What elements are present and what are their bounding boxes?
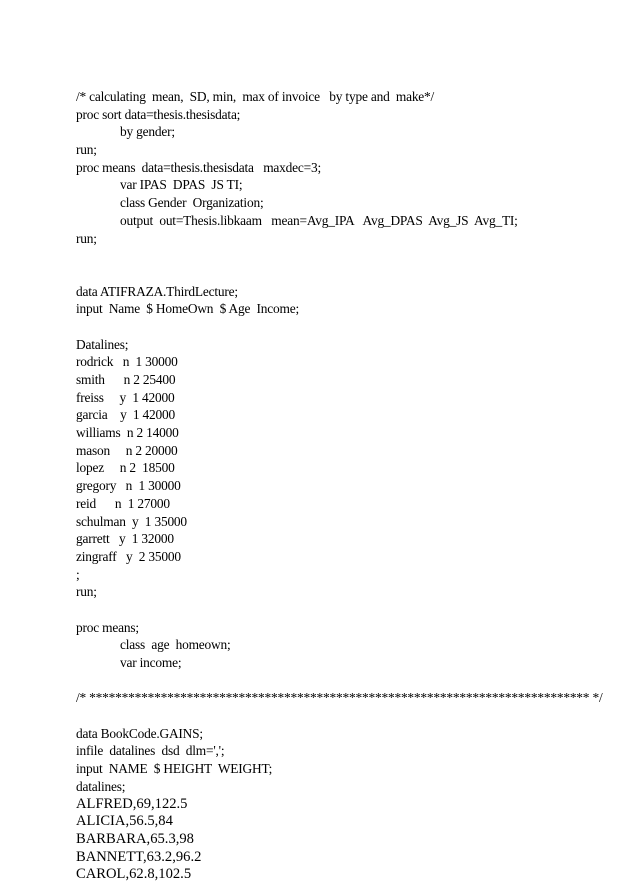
code-line: datalines; — [76, 778, 126, 794]
blank-line — [76, 318, 606, 336]
code-line: garrett y 1 32000 — [76, 531, 174, 547]
blank-line — [76, 601, 606, 619]
code-line: run; — [76, 142, 97, 158]
code-line: output out=Thesis.libkaam mean=Avg_IPA Avg_DPAS Avg_JS Avg_TI; — [120, 212, 518, 228]
code-line: data BookCode.GAINS; — [76, 725, 203, 741]
code-line: class age homeown; — [120, 637, 231, 653]
code-line: proc means data=thesis.thesisdata maxdec=3; — [76, 159, 321, 175]
code-line: zingraff y 2 35000 — [76, 548, 181, 564]
code-line: lopez n 2 18500 — [76, 460, 175, 476]
code-line: by gender; — [120, 124, 175, 140]
code-line: run; — [76, 584, 97, 600]
code-line: gregory n 1 30000 — [76, 478, 181, 494]
code-line: ALFRED,69,122.5 — [76, 795, 188, 812]
code-line: var IPAS DPAS JS TI; — [120, 177, 243, 193]
code-line: proc sort data=thesis.thesisdata; — [76, 106, 241, 122]
code-line: freiss y 1 42000 — [76, 389, 175, 405]
blank-line — [76, 672, 606, 690]
code-line: mason n 2 20000 — [76, 442, 178, 458]
code-line: williams n 2 14000 — [76, 425, 179, 441]
code-line: infile datalines dsd dlm=','; — [76, 743, 225, 759]
code-line: input NAME $ HEIGHT WEIGHT; — [76, 761, 273, 777]
code-line: class Gender Organization; — [120, 195, 264, 211]
code-line: ALICIA,56.5,84 — [76, 813, 173, 830]
code-line: run; — [76, 230, 97, 246]
code-line: Datalines; — [76, 336, 129, 352]
code-line: BARBARA,65.3,98 — [76, 830, 194, 847]
code-line: ; — [76, 566, 80, 582]
blank-line — [76, 707, 606, 725]
sas-code-listing — [76, 88, 606, 884]
code-line: input Name $ HomeOwn $ Age Income; — [76, 301, 299, 317]
code-line: smith n 2 25400 — [76, 372, 176, 387]
code-line: rodrick n 1 30000 — [76, 354, 178, 370]
code-line: schulman y 1 35000 — [76, 513, 187, 529]
code-line: proc means; — [76, 619, 139, 635]
code-line: BANNETT,63.2,96.2 — [76, 848, 202, 865]
blank-line — [76, 247, 606, 265]
code-line: garcia y 1 42000 — [76, 407, 176, 423]
code-line: /* ***************************************************************************** */ — [76, 690, 603, 706]
code-line: data ATIFRAZA.ThirdLecture; — [76, 283, 238, 299]
code-line: var income; — [120, 655, 182, 670]
code-line: CAROL,62.8,102.5 — [76, 866, 192, 883]
code-line: reid n 1 27000 — [76, 495, 170, 511]
blank-line — [76, 265, 606, 283]
code-line: /* calculating mean, SD, min, max of invoice by type and make*/ — [76, 89, 435, 104]
